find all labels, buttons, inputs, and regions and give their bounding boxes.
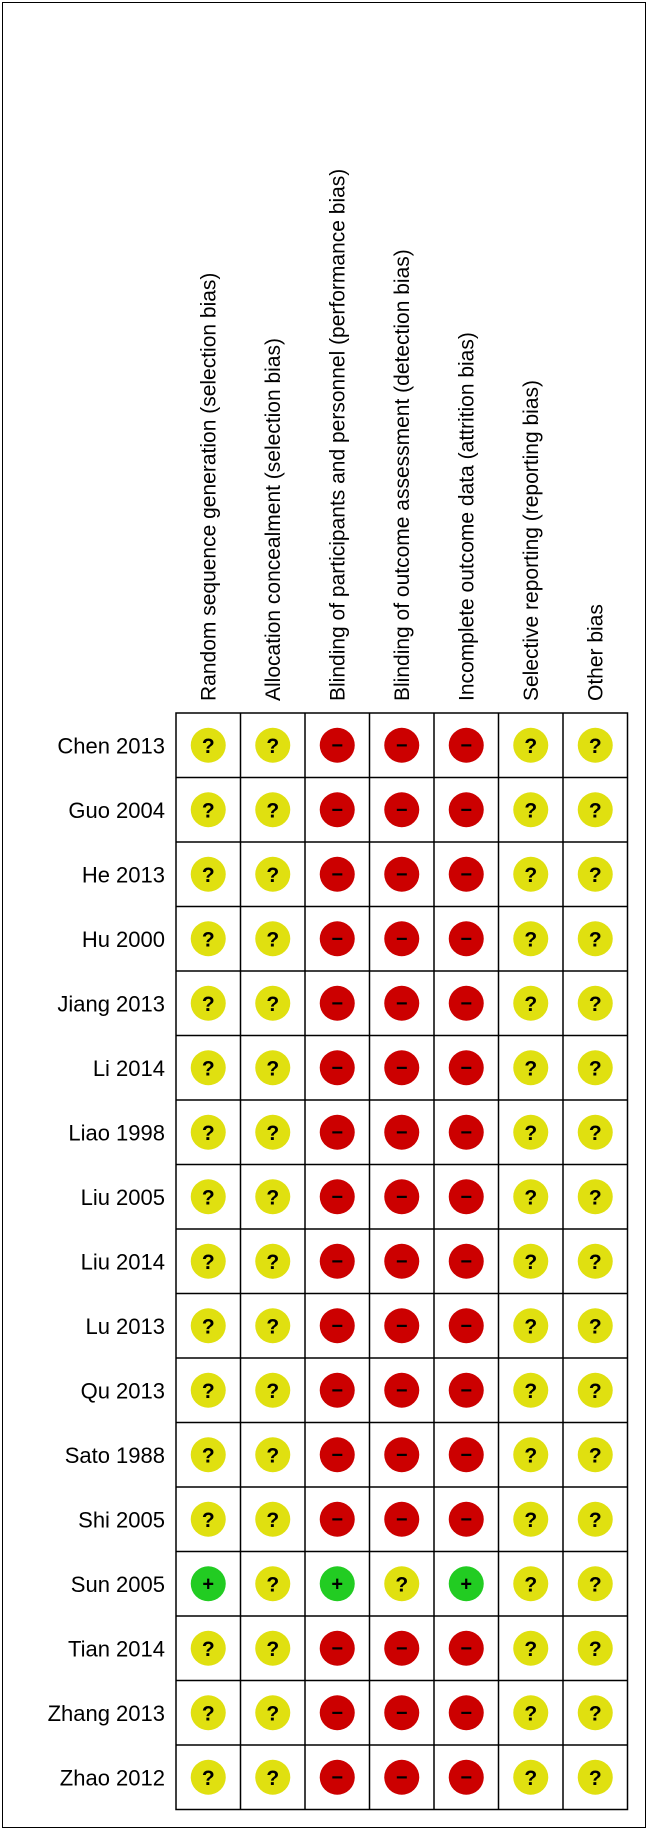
risk-judgement-symbol: − (460, 928, 473, 951)
risk-judgement-symbol: ? (201, 1508, 215, 1532)
risk-judgement-symbol: − (331, 863, 344, 886)
risk-judgement-symbol: ? (266, 734, 280, 758)
risk-judgement-symbol: ? (201, 734, 215, 758)
risk-judgement-symbol: − (395, 928, 408, 951)
risk-judgement-symbol: ? (524, 1637, 538, 1661)
risk-judgement-symbol: − (395, 1186, 408, 1209)
risk-judgement-symbol: − (395, 1637, 408, 1660)
risk-judgement-symbol: ? (588, 1057, 602, 1081)
study-label: Sun 2005 (70, 1571, 165, 1597)
risk-judgement-symbol: ? (588, 1766, 602, 1790)
risk-judgement-symbol: ? (588, 1186, 602, 1210)
risk-judgement-symbol: − (460, 1444, 473, 1467)
risk-judgement-symbol: ? (588, 1250, 602, 1274)
risk-judgement-symbol: − (331, 992, 344, 1015)
risk-judgement-symbol: ? (266, 1766, 280, 1790)
risk-judgement-symbol: − (460, 863, 473, 886)
risk-judgement-symbol: ? (201, 1637, 215, 1661)
study-label: Chen 2013 (57, 733, 165, 759)
risk-judgement-symbol: − (395, 1057, 408, 1080)
risk-judgement-symbol: − (395, 1250, 408, 1273)
risk-judgement-symbol: − (395, 1315, 408, 1338)
risk-judgement-symbol: ? (588, 863, 602, 887)
risk-judgement-symbol: − (331, 1702, 344, 1725)
risk-judgement-symbol: − (331, 1444, 344, 1467)
risk-judgement-symbol: − (460, 1508, 473, 1531)
risk-judgement-symbol: + (202, 1573, 215, 1596)
risk-judgement-symbol: − (395, 1766, 408, 1789)
column-header: Blinding of outcome assessment (detection bias) (390, 249, 414, 701)
risk-judgement-symbol: ? (588, 1444, 602, 1468)
study-label: Li 2014 (92, 1055, 165, 1081)
risk-judgement-symbol: ? (266, 1057, 280, 1081)
risk-judgement-symbol: − (460, 1702, 473, 1725)
study-label: Liu 2014 (80, 1249, 165, 1275)
risk-judgement-symbol: ? (266, 928, 280, 952)
risk-judgement-symbol: ? (201, 1121, 215, 1145)
risk-judgement-symbol: ? (588, 1315, 602, 1339)
risk-judgement-symbol: ? (588, 1508, 602, 1532)
column-header: Selective reporting (reporting bias) (519, 380, 543, 701)
risk-judgement-symbol: − (331, 799, 344, 822)
risk-judgement-symbol: ? (524, 1702, 538, 1726)
risk-judgement-symbol: ? (266, 1315, 280, 1339)
risk-judgement-symbol: − (331, 1766, 344, 1789)
column-header: Blinding of participants and personnel (performance bias) (326, 168, 350, 701)
risk-judgement-symbol: ? (201, 1315, 215, 1339)
risk-judgement-symbol: − (331, 1379, 344, 1402)
risk-judgement-symbol: − (460, 1121, 473, 1144)
risk-judgement-symbol: ? (201, 1250, 215, 1274)
risk-judgement-symbol: − (331, 1121, 344, 1144)
risk-judgement-symbol: − (331, 1250, 344, 1273)
study-label: Sato 1988 (64, 1442, 165, 1468)
risk-judgement-symbol: ? (524, 1444, 538, 1468)
risk-judgement-symbol: ? (524, 928, 538, 952)
risk-judgement-symbol: ? (201, 992, 215, 1016)
risk-judgement-symbol: + (331, 1573, 344, 1596)
risk-judgement-symbol: ? (524, 1508, 538, 1532)
risk-judgement-symbol: ? (266, 1508, 280, 1532)
risk-judgement-symbol: ? (266, 863, 280, 887)
study-label: Hu 2000 (81, 926, 165, 952)
risk-judgement-symbol: − (331, 1186, 344, 1209)
risk-judgement-symbol: − (331, 1057, 344, 1080)
risk-judgement-symbol: − (331, 734, 344, 757)
risk-judgement-symbol: ? (266, 1379, 280, 1403)
study-label: He 2013 (81, 862, 165, 888)
risk-judgement-symbol: ? (266, 1637, 280, 1661)
risk-judgement-symbol: − (460, 1057, 473, 1080)
risk-judgement-symbol: ? (588, 734, 602, 758)
risk-judgement-symbol: ? (524, 1315, 538, 1339)
risk-judgement-symbol: + (460, 1573, 473, 1596)
risk-judgement-symbol: − (395, 1702, 408, 1725)
risk-judgement-symbol: ? (588, 1573, 602, 1597)
risk-judgement-symbol: − (460, 1766, 473, 1789)
risk-judgement-symbol: − (395, 1508, 408, 1531)
risk-judgement-symbol: − (460, 734, 473, 757)
risk-judgement-symbol: − (395, 992, 408, 1015)
risk-judgement-symbol: ? (266, 1250, 280, 1274)
risk-judgement-symbol: − (460, 1315, 473, 1338)
column-header: Other bias (584, 604, 608, 701)
risk-judgement-symbol: − (395, 734, 408, 757)
risk-judgement-symbol: − (460, 1250, 473, 1273)
risk-judgement-symbol: − (331, 1637, 344, 1660)
risk-judgement-symbol: ? (201, 1766, 215, 1790)
risk-judgement-symbol: ? (524, 863, 538, 887)
study-label: Guo 2004 (68, 797, 165, 823)
risk-judgement-symbol: ? (524, 734, 538, 758)
risk-judgement-symbol: − (395, 799, 408, 822)
risk-judgement-symbol: ? (201, 799, 215, 823)
risk-judgement-symbol: ? (524, 1121, 538, 1145)
risk-judgement-symbol: − (331, 1508, 344, 1531)
risk-judgement-symbol: − (331, 1315, 344, 1338)
risk-judgement-symbol: − (460, 992, 473, 1015)
risk-judgement-symbol: ? (201, 1379, 215, 1403)
risk-judgement-symbol: ? (524, 1250, 538, 1274)
risk-judgement-symbol: − (395, 1121, 408, 1144)
risk-judgement-symbol: ? (266, 1702, 280, 1726)
study-label: Lu 2013 (85, 1313, 165, 1339)
risk-judgement-symbol: ? (588, 799, 602, 823)
risk-judgement-symbol: − (395, 1444, 408, 1467)
study-label: Liao 1998 (68, 1120, 165, 1146)
risk-judgement-symbol: ? (524, 1766, 538, 1790)
study-label: Zhao 2012 (59, 1765, 165, 1791)
column-header: Random sequence generation (selection bias) (197, 272, 221, 701)
risk-judgement-symbol: − (460, 1186, 473, 1209)
study-label: Qu 2013 (80, 1378, 165, 1404)
risk-judgement-symbol: − (460, 1637, 473, 1660)
risk-judgement-symbol: ? (266, 799, 280, 823)
risk-judgement-symbol: ? (266, 1121, 280, 1145)
risk-judgement-symbol: ? (266, 1186, 280, 1210)
risk-judgement-symbol: ? (201, 863, 215, 887)
risk-judgement-symbol: ? (588, 992, 602, 1016)
risk-judgement-symbol: − (331, 928, 344, 951)
risk-judgement-symbol: ? (588, 1379, 602, 1403)
risk-judgement-symbol: ? (201, 1057, 215, 1081)
study-label: Liu 2005 (80, 1184, 165, 1210)
study-label: Shi 2005 (78, 1507, 165, 1533)
risk-judgement-symbol: ? (588, 1637, 602, 1661)
risk-judgement-symbol: − (395, 863, 408, 886)
risk-judgement-symbol: ? (266, 992, 280, 1016)
column-header: Allocation concealment (selection bias) (261, 337, 285, 701)
risk-judgement-symbol: ? (524, 1186, 538, 1210)
study-label: Jiang 2013 (57, 991, 165, 1017)
study-label: Tian 2014 (67, 1636, 165, 1662)
risk-judgement-symbol: ? (588, 928, 602, 952)
study-label: Zhang 2013 (47, 1700, 165, 1726)
risk-judgement-symbol: ? (524, 1573, 538, 1597)
risk-judgement-symbol: ? (201, 928, 215, 952)
risk-judgement-symbol: ? (395, 1573, 409, 1597)
risk-judgement-symbol: ? (524, 799, 538, 823)
risk-judgement-symbol: ? (201, 1186, 215, 1210)
risk-judgement-symbol: − (460, 1379, 473, 1402)
risk-judgement-symbol: − (395, 1379, 408, 1402)
risk-judgement-symbol: ? (266, 1573, 280, 1597)
column-header: Incomplete outcome data (attrition bias) (455, 332, 479, 701)
risk-judgement-symbol: ? (201, 1702, 215, 1726)
risk-judgement-symbol: ? (524, 992, 538, 1016)
risk-judgement-symbol: ? (524, 1057, 538, 1081)
risk-judgement-symbol: ? (588, 1702, 602, 1726)
risk-judgement-symbol: ? (201, 1444, 215, 1468)
risk-judgement-symbol: ? (524, 1379, 538, 1403)
risk-judgement-symbol: − (460, 799, 473, 822)
risk-judgement-symbol: ? (588, 1121, 602, 1145)
risk-judgement-symbol: ? (266, 1444, 280, 1468)
